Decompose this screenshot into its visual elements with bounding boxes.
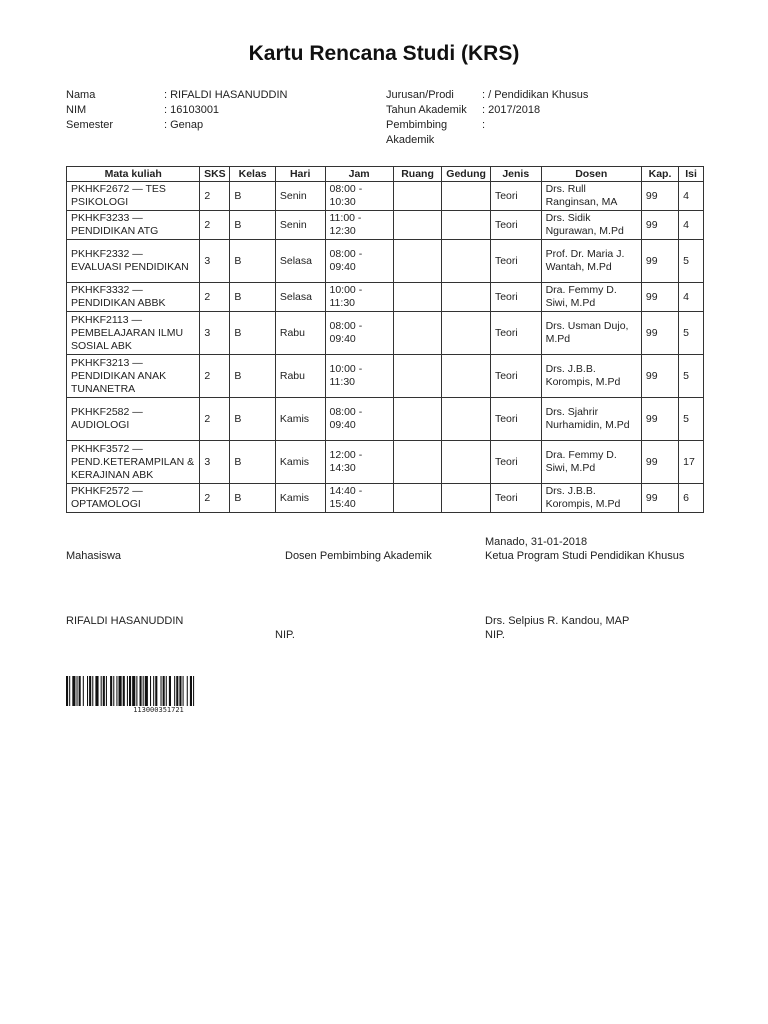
barcode-bar bbox=[132, 676, 135, 706]
mahasiswa-label: Mahasiswa bbox=[66, 550, 122, 562]
dosen-pembimbing-label: Dosen Pembimbing Akademik bbox=[285, 550, 432, 562]
barcode-bar bbox=[116, 676, 117, 706]
cell-mata-kuliah: PKHKF3213 — PENDIDIKAN ANAK TUNANETRA bbox=[67, 355, 200, 398]
semester-value: : Genap bbox=[164, 119, 204, 131]
cell-hari: Kamis bbox=[275, 398, 325, 441]
cell-hari: Selasa bbox=[275, 283, 325, 312]
barcode-bar bbox=[113, 676, 114, 706]
cell-mata-kuliah: PKHKF2582 — AUDIOLOGI bbox=[67, 398, 200, 441]
table-row bbox=[67, 240, 704, 283]
semester-label: Semester bbox=[66, 119, 114, 131]
cell-dosen: Dra. Femmy D. Siwi, M.Pd bbox=[541, 283, 641, 312]
table-row bbox=[67, 355, 704, 398]
barcode-bar bbox=[153, 676, 154, 706]
cell-kelas: B bbox=[230, 484, 276, 513]
ketua-prodi-label: Ketua Program Studi Pendidikan Khusus bbox=[485, 550, 685, 562]
cell-ruang bbox=[393, 312, 442, 355]
place-date: Manado, 31-01-2018 bbox=[485, 536, 588, 548]
cell-hari: Selasa bbox=[275, 240, 325, 283]
header-kap: Kap. bbox=[641, 167, 678, 182]
jurusan-row bbox=[386, 88, 588, 103]
table-row bbox=[67, 211, 704, 240]
cell-ruang bbox=[393, 398, 442, 441]
barcode-bar bbox=[155, 676, 157, 706]
pembimbing-value: : bbox=[482, 119, 486, 131]
cell-dosen: Drs. J.B.B. Korompis, M.Pd bbox=[541, 355, 641, 398]
header-mata-kuliah: Mata kuliah bbox=[67, 167, 200, 182]
cell-isi: 6 bbox=[679, 484, 704, 513]
nama-value: : RIFALDI HASANUDDIN bbox=[164, 89, 288, 101]
header-isi: Isi bbox=[679, 167, 704, 182]
cell-kap: 99 bbox=[641, 398, 678, 441]
cell-jenis: Teori bbox=[490, 398, 541, 441]
barcode-bar bbox=[69, 676, 70, 706]
cell-dosen: Drs. Usman Dujo, M.Pd bbox=[541, 312, 641, 355]
cell-gedung bbox=[442, 312, 491, 355]
cell-jenis: Teori bbox=[490, 211, 541, 240]
cell-gedung bbox=[442, 283, 491, 312]
cell-isi: 4 bbox=[679, 283, 704, 312]
jurusan-value: : / Pendidikan Khusus bbox=[482, 89, 589, 101]
cell-hari: Rabu bbox=[275, 355, 325, 398]
nim-value: : 16103001 bbox=[164, 104, 220, 116]
cell-gedung bbox=[442, 182, 491, 211]
barcode-bar bbox=[79, 676, 81, 706]
page-title: Kartu Rencana Studi (KRS) bbox=[248, 42, 520, 65]
barcode-bar bbox=[143, 676, 144, 706]
krs-table bbox=[66, 166, 704, 513]
cell-kap: 99 bbox=[641, 211, 678, 240]
cell-kelas: B bbox=[230, 283, 276, 312]
cell-ruang bbox=[393, 441, 442, 484]
barcode-bar bbox=[174, 676, 175, 706]
barcode-bar bbox=[136, 676, 137, 706]
cell-hari: Senin bbox=[275, 182, 325, 211]
cell-kelas: B bbox=[230, 441, 276, 484]
header-sks: SKS bbox=[200, 167, 230, 182]
cell-dosen: Dra. Femmy D. Siwi, M.Pd bbox=[541, 441, 641, 484]
table-row bbox=[67, 283, 704, 312]
cell-kelas: B bbox=[230, 355, 276, 398]
cell-gedung bbox=[442, 355, 491, 398]
nim-row bbox=[66, 103, 287, 118]
nama-row bbox=[66, 88, 287, 103]
cell-jenis: Teori bbox=[490, 182, 541, 211]
cell-kelas: B bbox=[230, 240, 276, 283]
table-header-row bbox=[67, 167, 704, 182]
cell-kelas: B bbox=[230, 312, 276, 355]
cell-sks: 2 bbox=[200, 484, 230, 513]
jurusan-label: Jurusan/Prodi bbox=[386, 89, 454, 101]
pembimbing-label bbox=[386, 118, 482, 148]
header-kelas: Kelas bbox=[230, 167, 276, 182]
cell-dosen: Drs. Sidik Ngurawan, M.Pd bbox=[541, 211, 641, 240]
nama-label: Nama bbox=[66, 89, 96, 101]
cell-jenis: Teori bbox=[490, 283, 541, 312]
cell-mata-kuliah: PKHKF3572 — PEND.KETERAMPILAN & KERAJINAN ABK bbox=[67, 441, 200, 484]
barcode-bar bbox=[193, 676, 194, 706]
pembimbing-row bbox=[386, 118, 588, 148]
cell-kap: 99 bbox=[641, 182, 678, 211]
cell-jam: 12:00 - 14:30 bbox=[325, 441, 393, 484]
cell-kelas: B bbox=[230, 398, 276, 441]
cell-gedung bbox=[442, 240, 491, 283]
barcode-bar bbox=[127, 676, 128, 706]
cell-kap: 99 bbox=[641, 484, 678, 513]
barcode-bar bbox=[166, 676, 167, 706]
pembimbing-label-line1: Pembimbing bbox=[386, 119, 448, 131]
mahasiswa-name: RIFALDI HASANUDDIN bbox=[66, 615, 184, 627]
barcode-bar bbox=[83, 676, 84, 706]
cell-jam: 08:00 - 09:40 bbox=[325, 398, 393, 441]
cell-jam: 11:00 - 12:30 bbox=[325, 211, 393, 240]
cell-hari: Rabu bbox=[275, 312, 325, 355]
header-jenis: Jenis bbox=[490, 167, 541, 182]
cell-kap: 99 bbox=[641, 355, 678, 398]
table-row bbox=[67, 182, 704, 211]
cell-sks: 2 bbox=[200, 211, 230, 240]
barcode-bar bbox=[89, 676, 91, 706]
barcode-bar bbox=[140, 676, 142, 706]
header-gedung: Gedung bbox=[442, 167, 491, 182]
cell-isi: 5 bbox=[679, 240, 704, 283]
barcode-number: 113000351721 bbox=[133, 706, 184, 714]
cell-ruang bbox=[393, 211, 442, 240]
cell-kelas: B bbox=[230, 182, 276, 211]
cell-mata-kuliah: PKHKF2113 — PEMBELAJARAN ILMU SOSIAL ABK bbox=[67, 312, 200, 355]
pembimbing-label-line2: Akademik bbox=[386, 134, 435, 146]
barcode-bar bbox=[179, 676, 181, 706]
cell-ruang bbox=[393, 355, 442, 398]
cell-dosen: Drs. Sjahrir Nurhamidin, M.Pd bbox=[541, 398, 641, 441]
barcode-bar bbox=[95, 676, 98, 706]
cell-jam: 10:00 - 11:30 bbox=[325, 355, 393, 398]
cell-kap: 99 bbox=[641, 312, 678, 355]
cell-jam: 14:40 - 15:40 bbox=[325, 484, 393, 513]
dosen-nip: NIP. bbox=[275, 629, 295, 641]
barcode-bar bbox=[123, 676, 125, 706]
cell-hari: Senin bbox=[275, 211, 325, 240]
table-row bbox=[67, 312, 704, 355]
cell-sks: 2 bbox=[200, 355, 230, 398]
cell-gedung bbox=[442, 211, 491, 240]
cell-sks: 2 bbox=[200, 398, 230, 441]
cell-jam: 10:00 - 11:30 bbox=[325, 283, 393, 312]
barcode-bar bbox=[87, 676, 88, 706]
cell-isi: 5 bbox=[679, 312, 704, 355]
barcode-bar bbox=[77, 676, 78, 706]
cell-jenis: Teori bbox=[490, 484, 541, 513]
cell-jenis: Teori bbox=[490, 355, 541, 398]
cell-mata-kuliah: PKHKF2672 — TES PSIKOLOGI bbox=[67, 182, 200, 211]
cell-hari: Kamis bbox=[275, 484, 325, 513]
cell-ruang bbox=[393, 182, 442, 211]
cell-kelas: B bbox=[230, 211, 276, 240]
cell-sks: 3 bbox=[200, 441, 230, 484]
cell-dosen: Drs. J.B.B. Korompis, M.Pd bbox=[541, 484, 641, 513]
barcode-bar bbox=[129, 676, 131, 706]
table-row bbox=[67, 484, 704, 513]
barcode-bar bbox=[161, 676, 162, 706]
cell-ruang bbox=[393, 283, 442, 312]
cell-mata-kuliah: PKHKF2332 — EVALUASI PENDIDIKAN bbox=[67, 240, 200, 283]
header-jam: Jam bbox=[325, 167, 393, 182]
cell-kap: 99 bbox=[641, 441, 678, 484]
cell-gedung bbox=[442, 441, 491, 484]
cell-isi: 4 bbox=[679, 211, 704, 240]
barcode-bar bbox=[92, 676, 93, 706]
cell-ruang bbox=[393, 240, 442, 283]
cell-jenis: Teori bbox=[490, 240, 541, 283]
barcode-bar bbox=[101, 676, 102, 706]
tahun-label: Tahun Akademik bbox=[386, 104, 467, 116]
student-info-right bbox=[386, 88, 588, 148]
cell-isi: 5 bbox=[679, 398, 704, 441]
ketua-prodi-name: Drs. Selpius R. Kandou, MAP bbox=[485, 615, 630, 627]
header-ruang: Ruang bbox=[393, 167, 442, 182]
table-row bbox=[67, 398, 704, 441]
cell-gedung bbox=[442, 398, 491, 441]
cell-sks: 2 bbox=[200, 182, 230, 211]
cell-jam: 08:00 - 10:30 bbox=[325, 182, 393, 211]
student-info-left bbox=[66, 88, 287, 133]
tahun-row bbox=[386, 103, 588, 118]
cell-sks: 3 bbox=[200, 312, 230, 355]
cell-sks: 3 bbox=[200, 240, 230, 283]
semester-row bbox=[66, 118, 287, 133]
cell-dosen: Drs. Rull Ranginsan, MA bbox=[541, 182, 641, 211]
barcode-bar bbox=[190, 676, 192, 706]
barcode-bar bbox=[145, 676, 148, 706]
barcode-bar bbox=[183, 676, 184, 706]
barcode-image bbox=[66, 676, 251, 706]
tahun-value: : 2017/2018 bbox=[482, 104, 541, 116]
cell-hari: Kamis bbox=[275, 441, 325, 484]
cell-isi: 17 bbox=[679, 441, 704, 484]
nim-label: NIM bbox=[66, 104, 87, 116]
barcode-bar bbox=[150, 676, 151, 706]
cell-gedung bbox=[442, 484, 491, 513]
table-row bbox=[67, 441, 704, 484]
cell-isi: 5 bbox=[679, 355, 704, 398]
barcode-bar bbox=[66, 676, 68, 706]
cell-kap: 99 bbox=[641, 283, 678, 312]
cell-jenis: Teori bbox=[490, 312, 541, 355]
barcode-bar bbox=[103, 676, 105, 706]
cell-jenis: Teori bbox=[490, 441, 541, 484]
cell-jam: 08:00 - 09:40 bbox=[325, 240, 393, 283]
barcode-bar bbox=[163, 676, 165, 706]
barcode-bar bbox=[72, 676, 75, 706]
cell-mata-kuliah: PKHKF2572 — OPTAMOLOGI bbox=[67, 484, 200, 513]
cell-dosen: Prof. Dr. Maria J. Wantah, M.Pd bbox=[541, 240, 641, 283]
header-hari: Hari bbox=[275, 167, 325, 182]
cell-ruang bbox=[393, 484, 442, 513]
ketua-nip: NIP. bbox=[485, 629, 505, 641]
barcode-bar bbox=[187, 676, 188, 706]
barcode-bar bbox=[176, 676, 178, 706]
cell-mata-kuliah: PKHKF3233 — PENDIDIKAN ATG bbox=[67, 211, 200, 240]
barcode-bar bbox=[106, 676, 107, 706]
barcode-bar bbox=[110, 676, 112, 706]
header-dosen: Dosen bbox=[541, 167, 641, 182]
cell-sks: 2 bbox=[200, 283, 230, 312]
cell-kap: 99 bbox=[641, 240, 678, 283]
barcode-bar bbox=[169, 676, 171, 706]
cell-mata-kuliah: PKHKF3332 — PENDIDIKAN ABBK bbox=[67, 283, 200, 312]
cell-isi: 4 bbox=[679, 182, 704, 211]
barcode-bar bbox=[119, 676, 122, 706]
cell-jam: 08:00 - 09:40 bbox=[325, 312, 393, 355]
